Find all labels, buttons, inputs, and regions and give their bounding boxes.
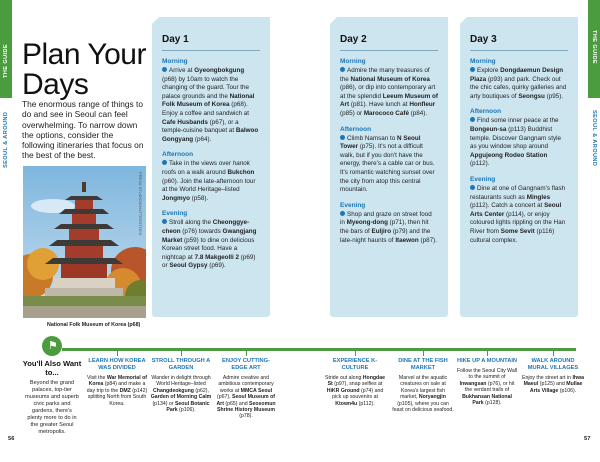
- section-heading: Afternoon: [470, 108, 502, 116]
- section-text: [470, 117, 568, 169]
- day-1-title: Day 1: [162, 34, 260, 51]
- place-name: National Museum of Korea: [350, 75, 430, 83]
- place-name: Gyeongbokgung: [194, 67, 245, 74]
- text-run: (p69) or: [162, 253, 256, 270]
- section-text: [340, 211, 438, 245]
- place-name: DMZ: [119, 387, 131, 394]
- text-run: (p134) or: [152, 400, 175, 407]
- text-run: Take in the views over: [169, 160, 233, 168]
- text-run: (p125) and: [538, 381, 567, 388]
- left-tab-region-label: SEOUL & AROUND: [3, 111, 9, 168]
- place-name: Ihwa Maeul: [523, 375, 584, 388]
- left-side-tab: [0, 0, 12, 330]
- right-tab-guide-label: THE GUIDE: [591, 30, 597, 65]
- also-item-text: [150, 375, 212, 413]
- bullet-dot-icon: [470, 185, 475, 190]
- place-name: Leeum Museum of Art: [340, 92, 438, 109]
- text-run: (p105), where you can feast on delicious seafood.: [392, 400, 454, 414]
- also-item-heading: LEARN HOW KOREA WAS DIVIDED: [88, 358, 146, 371]
- timeline-tick: [553, 349, 554, 356]
- bullet-dot-icon: [340, 67, 345, 72]
- section-text: [162, 219, 260, 271]
- place-name: Seoul Museum of Art: [216, 394, 275, 407]
- left-tab-guide-label: THE GUIDE: [3, 43, 9, 78]
- page-number-right: 57: [584, 436, 591, 442]
- text-run: hanok: [232, 160, 250, 168]
- place-name: Some Sevit: [500, 227, 535, 235]
- text-run: (p75). It's not a difficult walk, but if you don't have the energy, there's a cable car or bus. It's romantic watching sunset over the city from atop this central mountain.: [340, 143, 435, 194]
- text-run: (p78).: [239, 413, 253, 420]
- text-run: Explore: [477, 67, 501, 74]
- text-run: Stroll along the: [169, 219, 213, 227]
- text-run: Find some inner peace at the: [477, 117, 559, 125]
- text-run: (p79) and the late-night haunts of: [340, 227, 431, 244]
- text-run: Stride out along: [325, 375, 363, 381]
- place-name: Mullae Arts Village: [529, 381, 583, 394]
- text-run: (p76) towards: [180, 227, 223, 235]
- place-name: Myeong-dong: [346, 219, 388, 227]
- timeline-tick: [181, 349, 182, 356]
- section-heading: Afternoon: [162, 151, 194, 159]
- also-item-text: [522, 375, 584, 394]
- card-corner-notch: [330, 17, 337, 24]
- also-item-text: [324, 375, 386, 407]
- also-item: [150, 358, 212, 413]
- place-name: Ktown4u: [335, 400, 358, 407]
- place-name: Noryangjin: [418, 394, 446, 401]
- timeline-tick: [487, 349, 488, 356]
- place-name: Itaewon: [395, 236, 419, 244]
- text-run: (p74) and pick up souvenirs at: [332, 387, 384, 401]
- place-name: Inwangsan: [459, 380, 487, 387]
- flag-icon: ⚑: [42, 336, 62, 356]
- also-item-heading: DINE AT THE FISH MARKET: [398, 358, 448, 371]
- text-run: (p58).: [190, 194, 209, 202]
- also-want-heading: You'll Also Want to...: [22, 359, 82, 377]
- also-item-heading: WALK AROUND MURAL VILLAGES: [527, 358, 579, 371]
- also-item-text: [392, 375, 454, 413]
- timeline-tick: [117, 349, 118, 356]
- text-run: (p116) cultural complex.: [470, 227, 555, 244]
- place-name: Seosomun Shrine History Museum: [217, 400, 276, 414]
- timeline-bar: [62, 348, 576, 351]
- also-item-text: [214, 375, 278, 420]
- text-run: (p85) or: [340, 109, 364, 117]
- section-text: [470, 185, 568, 245]
- place-name: Honfleur: [409, 101, 436, 109]
- right-tab-region-label: SEOUL & AROUND: [591, 110, 597, 167]
- place-name: HiKR Ground: [326, 387, 360, 394]
- text-run: (p114), or enjoy coloured lights rippling on the Han River from: [470, 210, 566, 235]
- text-run: (p67),: [217, 394, 233, 401]
- text-run: (p128).: [483, 400, 502, 407]
- text-run: (p106).: [558, 387, 577, 394]
- place-name: Seoul Gypsy: [169, 262, 208, 270]
- also-item-text: [86, 375, 148, 407]
- place-name: Bukhansan National Park: [462, 393, 512, 407]
- place-name: Euljiro: [371, 227, 392, 235]
- text-run: Dine at one of Gangnam's flash restaurants such as: [470, 184, 566, 201]
- text-run: (p59) to dine on delicious Korean street food. Have a nightcap at: [162, 236, 255, 261]
- text-run: (p67), or a temple-cuisine banquet at: [162, 118, 239, 135]
- page-number-left: 56: [8, 436, 15, 442]
- folk-museum-photo: [23, 166, 146, 318]
- text-run: (p69).: [207, 262, 226, 270]
- text-run: (p95).: [544, 92, 564, 100]
- also-item: [324, 358, 386, 407]
- text-run: (p87).: [418, 236, 437, 244]
- card-corner-notch: [152, 17, 159, 24]
- page-title: [22, 40, 146, 100]
- text-run: Marvel at the aquatic creatures on sale at Korea's largest fish market,: [398, 375, 448, 401]
- place-name: Bongeun-sa: [470, 125, 507, 133]
- place-name: Changdeokgung: [153, 387, 194, 394]
- timeline-tick: [355, 349, 356, 356]
- text-run: (p86), or dip into contemporary art at the splendid: [340, 84, 436, 100]
- text-run: (p97), snap selfies at: [332, 381, 383, 388]
- text-run: (p64).: [193, 135, 212, 143]
- text-run: Visit the: [87, 375, 107, 381]
- also-want-text: Beyond the grand palaces, top-tier museums and superb civic parks and gardens, there's plenty more to do in the greater Seoul metropolis.: [25, 380, 79, 435]
- text-run: (p84) and make a day trip to the: [86, 381, 146, 394]
- day-3-sections: [470, 58, 568, 245]
- place-name: Marococo Café: [363, 109, 409, 117]
- also-item-heading: STROLL THROUGH A GARDEN: [151, 358, 211, 371]
- page-title-line-1: Plan Your: [22, 38, 146, 71]
- text-run: (p76), or hit the verdant trails of: [464, 380, 515, 394]
- timeline-tick: [423, 349, 424, 356]
- text-run: (p142) splitting North from South Korea.: [87, 387, 148, 407]
- photo-caption: National Folk Museum of Korea (p68): [47, 322, 141, 328]
- place-name: 7.8 Makgeolli 2: [194, 253, 240, 261]
- card-corner-notch: [460, 17, 467, 24]
- section-text: [470, 67, 568, 101]
- day-2-title: Day 2: [340, 34, 438, 51]
- also-item: [214, 358, 278, 420]
- text-run: (p84).: [408, 109, 428, 117]
- timeline-tick: [246, 349, 247, 356]
- text-run: (p112).: [470, 160, 490, 168]
- also-item: [456, 358, 518, 406]
- place-name: War Memorial of Korea: [88, 375, 147, 388]
- text-run: Arrive at: [169, 67, 195, 74]
- also-item-text: [456, 368, 518, 406]
- right-side-tab: [588, 0, 600, 330]
- text-run: (p106).: [177, 407, 196, 414]
- intro-paragraph: The enormous range of things to do and see in Seoul can feel overwhelming. To narrow down the options, consider the following itineraries that focus on the best of the best.: [22, 99, 144, 161]
- text-run: (p65) and: [223, 400, 250, 407]
- place-name: Bukchon: [227, 168, 255, 176]
- also-item: [522, 358, 584, 394]
- also-item-heading: EXPERIENCE K-CULTURE: [332, 358, 378, 371]
- bullet-dot-icon: [470, 117, 475, 122]
- text-run: (p68). Enjoy a coffee and sandwich at: [162, 101, 250, 117]
- place-name: Apgujeong Rodeo Station: [470, 151, 548, 159]
- section-heading: Evening: [470, 175, 496, 183]
- bullet-dot-icon: [340, 135, 345, 140]
- section-text: [340, 67, 438, 119]
- text-run: (p71), then hit the bars of: [340, 219, 429, 235]
- bullet-dot-icon: [162, 219, 167, 224]
- section-heading: Morning: [340, 58, 366, 65]
- day-2-sections: [340, 58, 438, 245]
- place-name: Dongdaemun Design Plaza: [470, 67, 564, 83]
- place-name: Hongdae St: [327, 375, 385, 388]
- place-name: Balwoo Gongyang: [162, 127, 259, 143]
- text-run: (p60). Join the late-afternoon tour at the World Heritage–listed: [162, 177, 256, 194]
- also-item-heading: HIKE UP A MOUNTAIN: [456, 358, 518, 364]
- text-run: Admire the many treasures of the: [340, 67, 430, 83]
- place-name: Garden of Morning Calm: [150, 394, 212, 401]
- text-run: Wander in delight through World Heritage–listed: [151, 375, 211, 388]
- text-run: roofs on a walk around: [162, 168, 228, 176]
- bullet-dot-icon: [470, 67, 475, 72]
- day-2-card: [330, 17, 448, 317]
- text-run: (p81). Have lunch at: [349, 101, 410, 109]
- place-name: Cheonggye-cheon: [162, 219, 250, 235]
- text-run: (p112).: [357, 400, 375, 407]
- also-item: [392, 358, 454, 413]
- text-run: (p93) and park. Check out the chic cafes, quirky galleries and arty boutiques of: [470, 75, 567, 100]
- place-name: National Folk Museum of Korea: [162, 92, 255, 109]
- page-title-line-2: Days: [22, 68, 89, 101]
- place-name: Jongmyo: [162, 194, 190, 202]
- text-run: Follow the Seoul City Wall to the summit of: [456, 368, 518, 381]
- section-text: [162, 160, 260, 203]
- section-heading: Morning: [162, 58, 188, 65]
- place-name: Seongsu: [518, 92, 545, 100]
- section-heading: Afternoon: [340, 125, 372, 133]
- also-item-heading: ENJOY CUTTING-EDGE ART: [222, 358, 270, 371]
- text-run: (p112). Catch a concert at: [470, 202, 545, 210]
- day-3-title: Day 3: [470, 34, 568, 51]
- bullet-dot-icon: [162, 67, 167, 72]
- day-1-card: [152, 17, 270, 317]
- photo-credit: PRESS STUDIO/SHUTTERSTOCK: [138, 172, 143, 236]
- text-run: Climb Namsan to: [347, 134, 398, 142]
- text-run: Shop and graze on street food in: [340, 210, 432, 227]
- text-run: Admire creative and ambitious contemporary works at: [218, 375, 274, 394]
- bullet-dot-icon: [340, 211, 345, 216]
- place-name: MMCA Seoul: [240, 387, 273, 394]
- day-1-sections: [162, 58, 260, 271]
- section-heading: Evening: [340, 201, 366, 209]
- day-3-card: [460, 17, 578, 317]
- place-name: Gwangjang Market: [162, 227, 257, 244]
- place-name: Seoul Arts Center: [470, 202, 562, 218]
- bullet-dot-icon: [162, 160, 167, 165]
- text-run: (p68) by 10am to watch the changing of the guard. Tour the palace grounds and the: [162, 75, 250, 100]
- section-heading: Morning: [470, 58, 496, 65]
- place-name: Cafe Husbands: [162, 118, 208, 126]
- place-name: Mingles: [526, 193, 551, 201]
- section-text: [340, 135, 438, 195]
- also-item: [86, 358, 148, 407]
- text-run: Enjoy the street art in: [522, 375, 573, 381]
- section-text: [162, 67, 260, 144]
- text-run: (p113) Buddhist temple. Discover Gangnam style as you window shop around: [470, 125, 561, 151]
- text-run: (p62),: [193, 387, 209, 394]
- pagoda-illustration: [23, 166, 146, 318]
- place-name: N Seoul Tower: [340, 134, 421, 151]
- place-name: Seoul Botanic Park: [166, 400, 210, 414]
- section-heading: Evening: [162, 210, 188, 218]
